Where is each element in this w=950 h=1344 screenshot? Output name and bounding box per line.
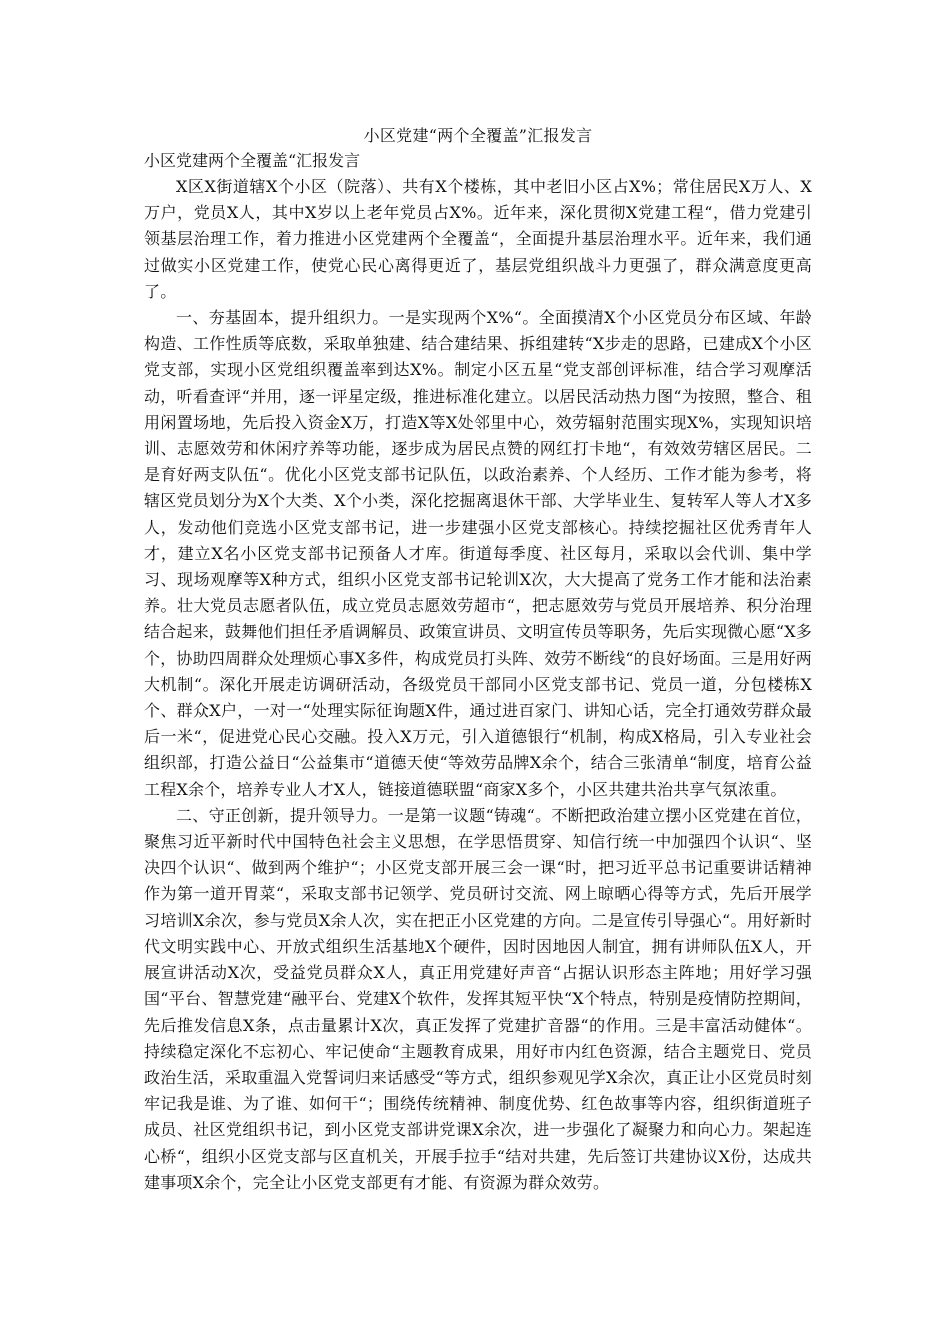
paragraph-section-two: 二、守正创新，提升领导力。一是第一议题“铸魂“。不断把政治建立摆小区党建在首位，聚焦习近平新时代中国特色社会主义思想，在学思悟贯穿、知信行统一中加强四个认识“、坚决四个认识“、做到两个维护“；小区党支部开展三会一课“时，把习近平总书记重要讲话精神作为第一道开胃菜“，采取支部书记领学、党员研讨交流、网上晾晒心得等方式，先后开展学习培训X余次，参与党员X余人次，实在把正小区党建的方向。二是宣传引导强心“。用好新时代文明实践中心、开放式组织生活基地X个硬件，因时因地因人制宜，拥有讲师队伍X人，开展宣讲活动X次，受益党员群众X人，真正用党建好声音“占据认识形态主阵地；用好学习强国“平台、智慧党建“融平台、党建X个软件，发挥其短平快“X个特点，特别是疫情防控期间，先后推发信息X条，点击量累计X次，真正发挥了党建扩音器“的作用。三是丰富活动健体“。持续稳定深化不忘初心、牢记使命“主题教育成果，用好市内红色资源，结合主题党日、党员政治生活，采取重温入党誓词归来话感受“等方式，组织参观见学X余次，真正让小区党员时刻牢记我是谁、为了谁、如何干“；围绕传统精神、制度优势、红色故事等内容，组织街道班子成员、社区党组织书记，到小区党支部讲党课X余次，进一步强化了凝聚力和向心力。架起连心桥“，组织小区党支部与区直机关，开展手拉手“结对共建，先后签订共建协议X份，达成共建事项X余个，完全让小区党支部更有才能、有资源为群众效劳。: [144, 805, 812, 1192]
document-title: 小区党建“两个全覆盖”汇报发言: [363, 126, 593, 145]
document-page: [144, 124, 812, 1196]
paragraph-intro: X区X街道辖X个小区（院落）、共有X个楼栋，其中老旧小区占X%；常住居民X万人、X万户，党员X人，其中X岁以上老年党员占X%。近年来，深化贯彻X党建工程“，借力党建引领基层治理工作，着力推进小区党建两个全覆盖“，全面提升基层治理水平。近年来，我们通过做实小区党建工作，使党心民心离得更近了，基层党组织战斗力更强了，群众满意度更高了。: [144, 177, 812, 301]
paragraph-section-one: 一、夯基固本，提升组织力。一是实现两个X%“。全面摸清X个小区党员分布区域、年龄构造、工作性质等底数，采取单独建、结合建结果、拆组建转“X步走的思路，已建成X个小区党支部，实现小区党组织覆盖率到达X%。制定小区五星“党支部创评标准，结合学习观摩活动，听看查评“并用，逐一评星定级，推进标准化建立。以居民活动热力图“为按照，整合、租用闲置场地，先后投入资金X万，打造X等X处邻里中心，效劳辐射范围实现X%，实现知识培训、志愿效劳和休闲疗养等功能，逐步成为居民点赞的网红打卡地“，有效效劳辖区居民。二是育好两支队伍“。优化小区党支部书记队伍，以政治素养、个人经历、工作才能为参考，将辖区党员划分为X个大类、X个小类，深化挖掘离退休干部、大学毕业生、复转军人等人才X多人，发动他们竞选小区党支部书记，进一步建强小区党支部核心。持续挖掘社区优秀青年人才，建立X名小区党支部书记预备人才库。街道每季度、社区每月，采取以会代训、集中学习、现场观摩等X种方式，组织小区党支部书记轮训X次，大大提高了党务工作才能和法治素养。壮大党员志愿者队伍，成立党员志愿效劳超市“，把志愿效劳与党员开展培养、积分治理结合起来，鼓舞他们担任矛盾调解员、政策宣讲员、文明宣传员等职务，先后实现微心愿“X多个，协助四周群众处理烦心事X多件，构成党员打头阵、效劳不断线“的良好场面。三是用好两大机制“。深化开展走访调研活动，各级党员干部同小区党支部书记、党员一道，分包楼栋X个、群众X户，一对一“处理实际征询题X件，通过进百家门、讲知心话，完全打通效劳群众最后一米“，促进党心民心交融。投入X万元，引入道德银行“机制，构成X格局，引入专业社会组织部，打造公益日“公益集市“道德天使“等效劳品牌X余个，结合三张清单“制度，培育公益工程X余个，培养专业人才X人，链接道德联盟“商家X多个，小区共建共治共享气氛浓重。: [144, 308, 812, 799]
document-subtitle: 小区党建两个全覆盖“汇报发言: [144, 151, 361, 170]
